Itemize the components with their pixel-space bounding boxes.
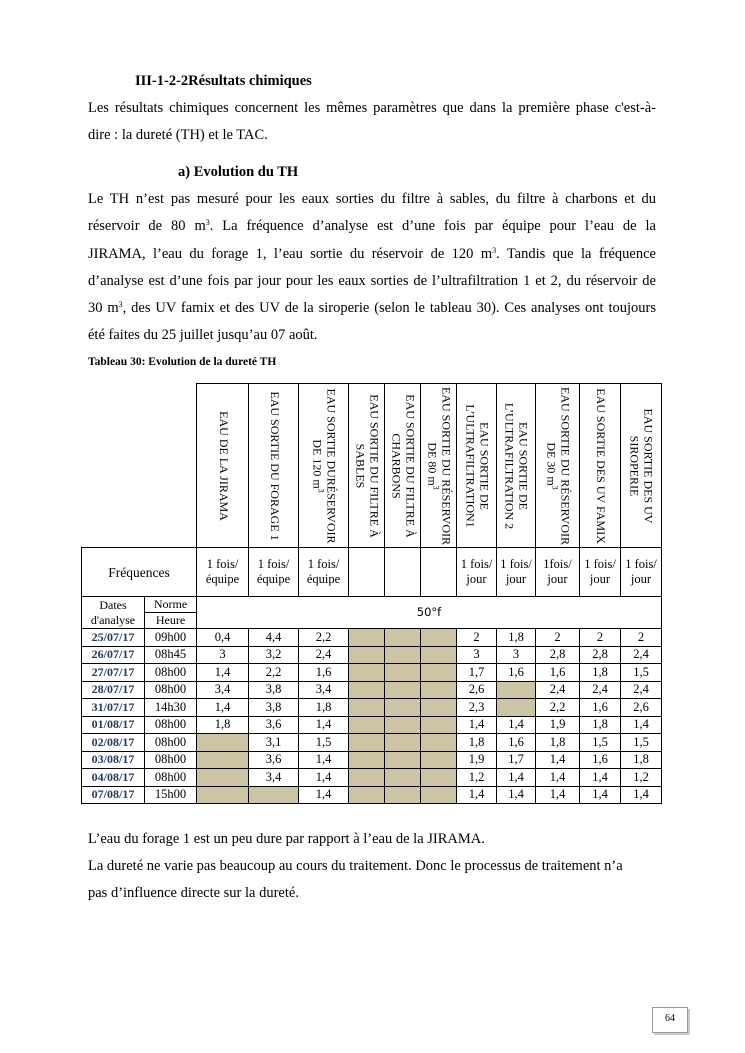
value-cell: 1,4: [536, 786, 580, 804]
value-cell: 1,4: [457, 716, 497, 734]
norme-value: 50°f: [197, 597, 662, 629]
column-header-label: EAU SORTIE DURÉSERVOIR DE 120 $m^3$: [310, 388, 338, 543]
shaded-cell: [349, 786, 385, 804]
header-row: [82, 384, 662, 548]
date-cell: 01/08/17: [82, 716, 145, 734]
value-cell: 1,4: [197, 664, 249, 682]
date-cell: 28/07/17: [82, 681, 145, 699]
value-cell: 2,3: [457, 699, 497, 717]
value-cell: 1,8: [299, 699, 349, 717]
value-cell: 3,8: [249, 699, 299, 717]
value-cell: 1,4: [536, 751, 580, 769]
shaded-cell: [421, 646, 457, 664]
value-cell: 1,8: [497, 629, 536, 647]
shaded-cell: [197, 751, 249, 769]
shaded-cell: [385, 681, 421, 699]
body-line: JIRAMA, l’eau du forage 1, l’eau sortie du réservoir de 120 $m^3$. Tandis que la fréquence: [88, 245, 656, 262]
value-cell: 1,7: [497, 751, 536, 769]
time-cell: 09h00: [145, 629, 197, 647]
shaded-cell: [197, 734, 249, 752]
column-header-label: EAU SORTIE DU RÉSERVOIR DE 30 $m^3$: [544, 386, 572, 545]
value-cell: 1,6: [580, 751, 621, 769]
value-cell: 2,2: [299, 629, 349, 647]
column-header-label: EAU SORTIE DE L’ULTRAFILTRATION 2: [503, 402, 531, 529]
value-cell: 1,2: [621, 769, 662, 787]
conclusion-line: pas d’influence directe sur la dureté.: [88, 885, 299, 901]
value-cell: 1,8: [580, 664, 621, 682]
value-cell: 1,4: [536, 769, 580, 787]
column-header: [457, 384, 497, 548]
shaded-cell: [349, 751, 385, 769]
value-cell: 1,5: [621, 734, 662, 752]
value-cell: 3: [457, 646, 497, 664]
body-line: été faites du 25 juillet jusqu’au 07 août.: [88, 327, 318, 344]
body-line: Le TH n’est pas mesuré pour les eaux sorties du filtre à sables, du filtre à charbons et du: [88, 191, 656, 207]
time-cell: 15h00: [145, 786, 197, 804]
value-cell: 1,6: [299, 664, 349, 682]
frequency-cell: 1fois/ jour: [536, 548, 580, 597]
shaded-cell: [197, 769, 249, 787]
table-row: [82, 751, 662, 769]
table-corner: [82, 384, 197, 548]
value-cell: 2,6: [457, 681, 497, 699]
frequency-cell: 1 fois/ jour: [621, 548, 662, 597]
time-cell: 08h00: [145, 769, 197, 787]
shaded-cell: [421, 629, 457, 647]
value-cell: 3,4: [299, 681, 349, 699]
column-header: [536, 384, 580, 548]
value-cell: 2: [621, 629, 662, 647]
value-cell: 2,6: [621, 699, 662, 717]
value-cell: 3: [497, 646, 536, 664]
value-cell: 0,4: [197, 629, 249, 647]
shaded-cell: [385, 716, 421, 734]
shaded-cell: [349, 769, 385, 787]
column-header: [421, 384, 457, 548]
body-line: réservoir de 80 $m^3$. La fréquence d’analyse est d’une fois par équipe pour l’eau de la: [88, 218, 656, 235]
value-cell: 3,2: [249, 646, 299, 664]
value-cell: 1,4: [197, 699, 249, 717]
value-cell: 1,4: [497, 716, 536, 734]
table-row: [82, 629, 662, 647]
shaded-cell: [385, 751, 421, 769]
date-cell: 26/07/17: [82, 646, 145, 664]
hardness-table: [81, 383, 662, 804]
value-cell: 2: [536, 629, 580, 647]
frequency-label: Fréquences: [82, 548, 197, 597]
column-header-label: EAU SORTIE DU FILTRE À SABLES: [353, 393, 381, 538]
value-cell: 1,7: [457, 664, 497, 682]
frequency-cell: [421, 548, 457, 597]
value-cell: 3,4: [197, 681, 249, 699]
table-row: [82, 769, 662, 787]
shaded-cell: [349, 734, 385, 752]
column-header: [580, 384, 621, 548]
value-cell: 1,4: [457, 786, 497, 804]
page-number: 64: [652, 1007, 688, 1033]
column-header: [249, 384, 299, 548]
value-cell: 1,6: [497, 664, 536, 682]
conclusion-line: L’eau du forage 1 est un peu dure par rapport à l’eau de la JIRAMA.: [88, 831, 485, 847]
value-cell: 1,4: [299, 769, 349, 787]
column-header: [621, 384, 662, 548]
conclusion-line: La dureté ne varie pas beaucoup au cours du traitement. Donc le processus de traitement n’a: [88, 858, 623, 874]
table-caption: Tableau 30: Evolution de la dureté TH: [88, 356, 277, 368]
value-cell: 4,4: [249, 629, 299, 647]
frequency-cell: 1 fois/ jour: [497, 548, 536, 597]
date-cell: 31/07/17: [82, 699, 145, 717]
frequency-cell: [349, 548, 385, 597]
frequency-cell: [385, 548, 421, 597]
shaded-cell: [385, 734, 421, 752]
value-cell: 1,9: [457, 751, 497, 769]
subheading: a) Evolution du TH: [178, 164, 299, 180]
norme-label: Norme: [145, 597, 197, 613]
value-cell: 1,4: [621, 786, 662, 804]
value-cell: 2,4: [580, 681, 621, 699]
column-header: [299, 384, 349, 548]
shaded-cell: [385, 629, 421, 647]
value-cell: 1,4: [497, 769, 536, 787]
frequency-row: [82, 548, 662, 597]
frequency-cell: 1 fois/ équipe: [299, 548, 349, 597]
shaded-cell: [421, 699, 457, 717]
shaded-cell: [385, 646, 421, 664]
table-row: [82, 786, 662, 804]
value-cell: 2,2: [249, 664, 299, 682]
date-cell: 03/08/17: [82, 751, 145, 769]
table-row: [82, 699, 662, 717]
body-line: 30 $m^3$, des UV famix et des UV de la siroperie (selon le tableau 30). Ces analyses ont toujours: [88, 300, 656, 317]
date-cell: 25/07/17: [82, 629, 145, 647]
section-heading: III-1-2-2Résultats chimiques: [135, 73, 312, 89]
value-cell: 1,6: [536, 664, 580, 682]
value-cell: 1,8: [457, 734, 497, 752]
value-cell: 2,4: [621, 681, 662, 699]
frequency-cell: 1 fois/ jour: [457, 548, 497, 597]
value-cell: 3: [197, 646, 249, 664]
value-cell: 2,4: [536, 681, 580, 699]
frequency-cell: 1 fois/ jour: [580, 548, 621, 597]
shaded-cell: [421, 681, 457, 699]
value-cell: 1,2: [457, 769, 497, 787]
shaded-cell: [421, 751, 457, 769]
value-cell: 2: [580, 629, 621, 647]
value-cell: 2,8: [580, 646, 621, 664]
column-header: [385, 384, 421, 548]
shaded-cell: [385, 769, 421, 787]
date-cell: 04/08/17: [82, 769, 145, 787]
value-cell: 1,5: [621, 664, 662, 682]
time-cell: 08h00: [145, 664, 197, 682]
column-header-label: EAU SORTIE DU FORAGE 1: [267, 390, 282, 541]
value-cell: 2,4: [299, 646, 349, 664]
body-line: d’analyse est d’une fois par jour pour les eaux sorties de l’ultrafiltration 1 et 2, du réservoir de: [88, 272, 656, 289]
shaded-cell: [349, 646, 385, 664]
shaded-cell: [421, 769, 457, 787]
column-header-label: EAU SORTIE DES UV FAMIX: [593, 387, 608, 544]
value-cell: 1,5: [299, 734, 349, 752]
shaded-cell: [421, 716, 457, 734]
shaded-cell: [421, 786, 457, 804]
date-cell: 27/07/17: [82, 664, 145, 682]
time-cell: 08h00: [145, 681, 197, 699]
intro-paragraph: [88, 95, 656, 150]
intro-line: Les résultats chimiques concernent les mêmes paramètres que dans la première phase c'est-à-: [88, 100, 656, 116]
value-cell: 1,6: [497, 734, 536, 752]
time-cell: 08h00: [145, 751, 197, 769]
shaded-cell: [497, 681, 536, 699]
shaded-cell: [385, 664, 421, 682]
intro-line: dire : la dureté (TH) et le TAC.: [88, 127, 268, 144]
column-header-label: EAU DE LA JIRAMA: [216, 410, 231, 521]
shaded-cell: [385, 699, 421, 717]
shaded-cell: [349, 716, 385, 734]
date-cell: 07/08/17: [82, 786, 145, 804]
shaded-cell: [497, 699, 536, 717]
column-header-label: EAU SORTIE DU RÉSERVOIR DE 80 $m^3$: [425, 386, 453, 545]
norme-row: [82, 597, 662, 613]
shaded-cell: [197, 786, 249, 804]
value-cell: 1,8: [197, 716, 249, 734]
time-cell: 14h30: [145, 699, 197, 717]
value-cell: 1,8: [580, 716, 621, 734]
value-cell: 1,4: [580, 786, 621, 804]
shaded-cell: [349, 629, 385, 647]
value-cell: 1,4: [621, 716, 662, 734]
table-row: [82, 734, 662, 752]
shaded-cell: [421, 664, 457, 682]
column-header-label: EAU SORTIE DU FILTRE À CHARBONS: [389, 393, 417, 538]
shaded-cell: [385, 786, 421, 804]
body-paragraph: [88, 186, 656, 350]
shaded-cell: [349, 681, 385, 699]
value-cell: 2: [457, 629, 497, 647]
value-cell: 1,4: [299, 786, 349, 804]
value-cell: 1,8: [536, 734, 580, 752]
value-cell: 1,5: [580, 734, 621, 752]
value-cell: 3,6: [249, 751, 299, 769]
value-cell: 1,8: [621, 751, 662, 769]
value-cell: 2,4: [621, 646, 662, 664]
shaded-cell: [349, 664, 385, 682]
heure-label: Heure: [145, 613, 197, 629]
value-cell: 3,6: [249, 716, 299, 734]
time-cell: 08h45: [145, 646, 197, 664]
time-cell: 08h00: [145, 716, 197, 734]
value-cell: 1,4: [497, 786, 536, 804]
value-cell: 3,8: [249, 681, 299, 699]
value-cell: 3,4: [249, 769, 299, 787]
frequency-cell: 1 fois/ équipe: [249, 548, 299, 597]
shaded-cell: [421, 734, 457, 752]
column-header: [497, 384, 536, 548]
column-header: [197, 384, 249, 548]
value-cell: 1,9: [536, 716, 580, 734]
value-cell: 1,4: [580, 769, 621, 787]
frequency-cell: 1 fois/ équipe: [197, 548, 249, 597]
table-row: [82, 646, 662, 664]
value-cell: 1,6: [580, 699, 621, 717]
column-header-label: EAU SORTIE DES UV SIROPERIE: [628, 408, 656, 523]
column-header: [349, 384, 385, 548]
column-header-label: EAU SORTIE DE L’ULTRAFILTRATION1: [463, 403, 491, 528]
shaded-cell: [349, 699, 385, 717]
value-cell: 1,4: [299, 716, 349, 734]
date-cell: 02/08/17: [82, 734, 145, 752]
table-row: [82, 664, 662, 682]
table-row: [82, 716, 662, 734]
value-cell: 2,2: [536, 699, 580, 717]
time-cell: 08h00: [145, 734, 197, 752]
shaded-cell: [249, 786, 299, 804]
value-cell: 3,1: [249, 734, 299, 752]
dates-label: Dates d'analyse: [82, 597, 145, 629]
table-row: [82, 681, 662, 699]
value-cell: 2,8: [536, 646, 580, 664]
value-cell: 1,4: [299, 751, 349, 769]
